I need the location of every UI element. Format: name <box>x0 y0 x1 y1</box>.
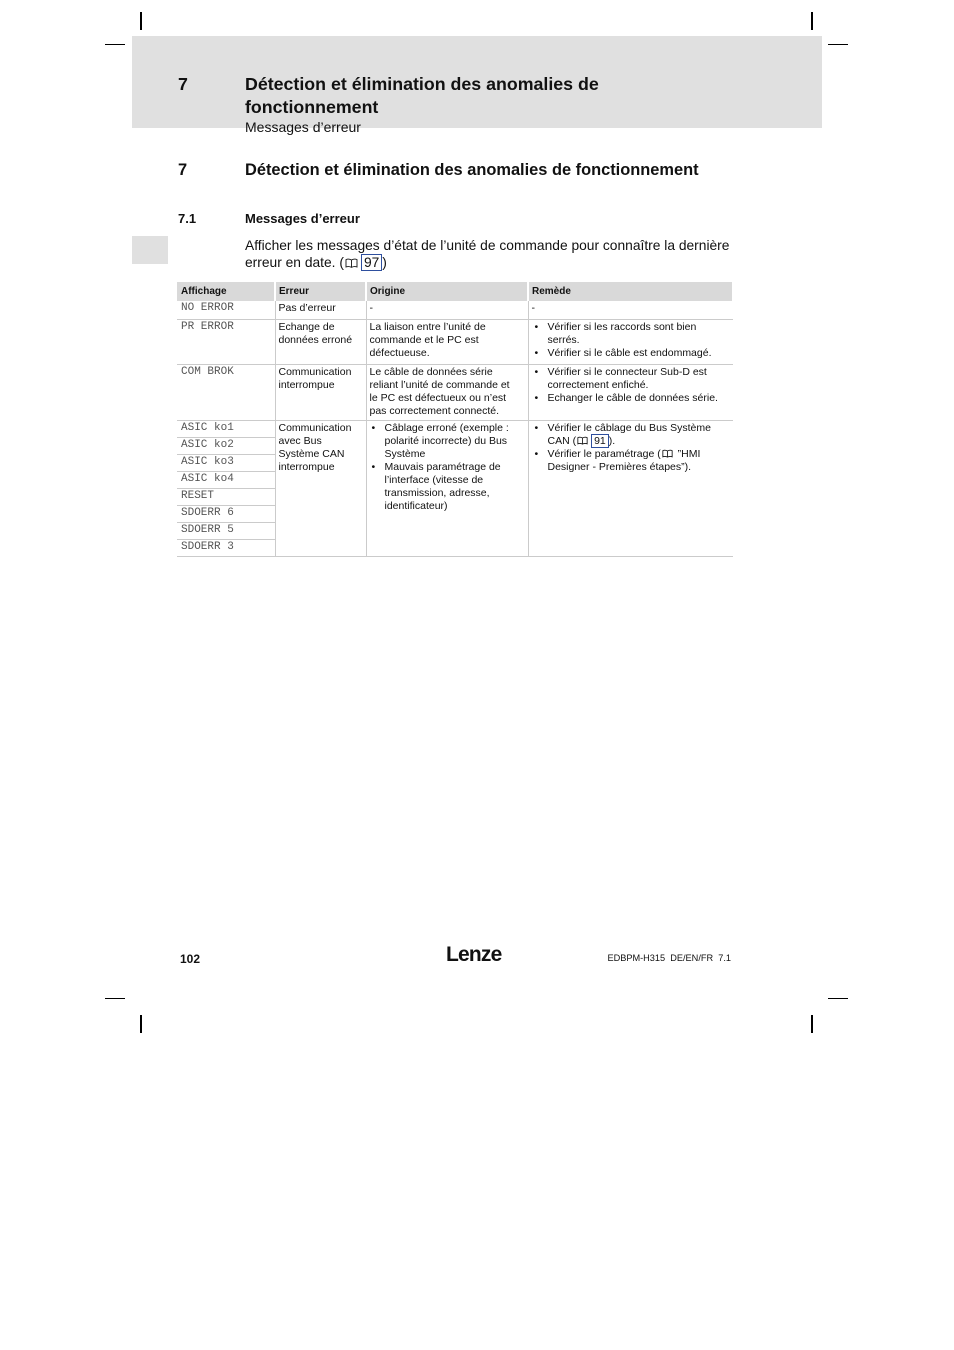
chapter-number: 7 <box>178 74 188 94</box>
display-code: ASIC ko4 <box>177 471 275 488</box>
crop-mark <box>140 1015 142 1033</box>
display-code: SDOERR 5 <box>177 522 275 539</box>
display-code: ASIC ko2 <box>177 437 275 454</box>
crop-mark <box>811 1015 813 1033</box>
crop-mark <box>140 12 142 30</box>
crop-mark <box>828 44 848 45</box>
error-cell: Communication interrompue <box>275 364 366 420</box>
margin-tab-marker <box>132 236 168 264</box>
page-reference-link[interactable]: 97 <box>361 254 382 271</box>
column-header-affichage: Affichage <box>177 282 275 301</box>
origin-item: • Câblage erroné (exemple : polarité incorrecte) du Bus Système <box>370 422 525 461</box>
crop-mark <box>811 12 813 30</box>
table-row <box>177 420 733 437</box>
remedy-list <box>532 422 731 474</box>
book-icon <box>345 258 358 268</box>
display-code: PR ERROR <box>177 319 275 364</box>
display-code: RESET <box>177 488 275 505</box>
table-row <box>177 301 733 319</box>
remedy-item: • Vérifier si les raccords sont bien serrés. <box>532 321 731 347</box>
display-code: COM BROK <box>177 364 275 420</box>
remedy-list <box>532 366 731 405</box>
origin-cell <box>366 420 528 556</box>
display-code: NO ERROR <box>177 301 275 319</box>
remedy-item-text: Vérifier le paramétrage ( <box>547 447 661 460</box>
remedy-cell: - <box>528 301 733 319</box>
remedy-list <box>532 321 731 360</box>
origin-list <box>370 422 525 513</box>
book-icon <box>577 436 588 445</box>
lenze-logo: Lenze <box>446 943 502 966</box>
origin-cell: - <box>366 301 528 319</box>
remedy-item <box>532 448 731 474</box>
origin-item: • Mauvais paramétrage de l’interface (vitesse de transmission, adresse, identificateur) <box>370 461 525 513</box>
section-title: Détection et élimination des anomalies de fonctionnement <box>245 161 699 179</box>
crop-mark <box>105 998 125 999</box>
table-header-row <box>177 282 733 301</box>
column-header-erreur: Erreur <box>275 282 366 301</box>
remedy-item-text: Vérifier le câblage du Bus Système CAN ( <box>547 421 711 447</box>
remedy-item: • Vérifier si le câble est endommagé. <box>532 347 731 360</box>
document-id: EDBPM-H315 DE/EN/FR 7.1 <box>607 953 731 963</box>
remedy-cell <box>528 420 733 556</box>
display-code: ASIC ko1 <box>177 420 275 437</box>
crop-mark <box>105 44 125 45</box>
remedy-item-text-end: ”HMI Designer - Premières étapes”). <box>547 447 701 473</box>
subsection-number: 7.1 <box>178 211 197 226</box>
crop-mark <box>828 998 848 999</box>
display-code: SDOERR 3 <box>177 539 275 556</box>
table-row <box>177 319 733 364</box>
error-messages-table <box>177 282 734 557</box>
origin-cell: Le câble de données série reliant l’unité de commande et le PC est défectueux ou n’est pas correctement connecté. <box>366 364 528 420</box>
intro-paragraph <box>245 237 765 271</box>
chapter-title: Détection et élimination des anomalies de fonctionnement <box>245 74 599 117</box>
display-code: SDOERR 6 <box>177 505 275 522</box>
remedy-cell <box>528 364 733 420</box>
column-header-origine: Origine <box>366 282 528 301</box>
subsection-title: Messages d’erreur <box>245 211 360 226</box>
book-icon <box>662 449 673 458</box>
column-header-remede: Remède <box>528 282 733 301</box>
intro-text: Afficher les messages d’état de l’unité de commande pour connaître la dernière erreur en date. ( <box>245 238 730 270</box>
remedy-cell <box>528 319 733 364</box>
origin-cell: La liaison entre l’unité de commande et le PC est défectueuse. <box>366 319 528 364</box>
table-row <box>177 364 733 420</box>
remedy-item: • Echanger le câble de données série. <box>532 392 731 405</box>
chapter-subtitle: Messages d’erreur <box>245 119 361 135</box>
remedy-item-text-end: ). <box>608 434 616 447</box>
remedy-item: • Vérifier si le connecteur Sub-D est correctement enfiché. <box>532 366 731 392</box>
remedy-item <box>532 422 731 448</box>
section-number: 7 <box>178 161 188 179</box>
display-code: ASIC ko3 <box>177 454 275 471</box>
error-cell: Communication avec Bus Système CAN interrompue <box>275 420 366 556</box>
error-cell: Echange de données erroné <box>275 319 366 364</box>
page-number: 102 <box>180 952 201 966</box>
error-cell: Pas d’erreur <box>275 301 366 319</box>
intro-text-end: ) <box>382 255 387 270</box>
page-reference-link[interactable]: 91 <box>591 434 609 448</box>
